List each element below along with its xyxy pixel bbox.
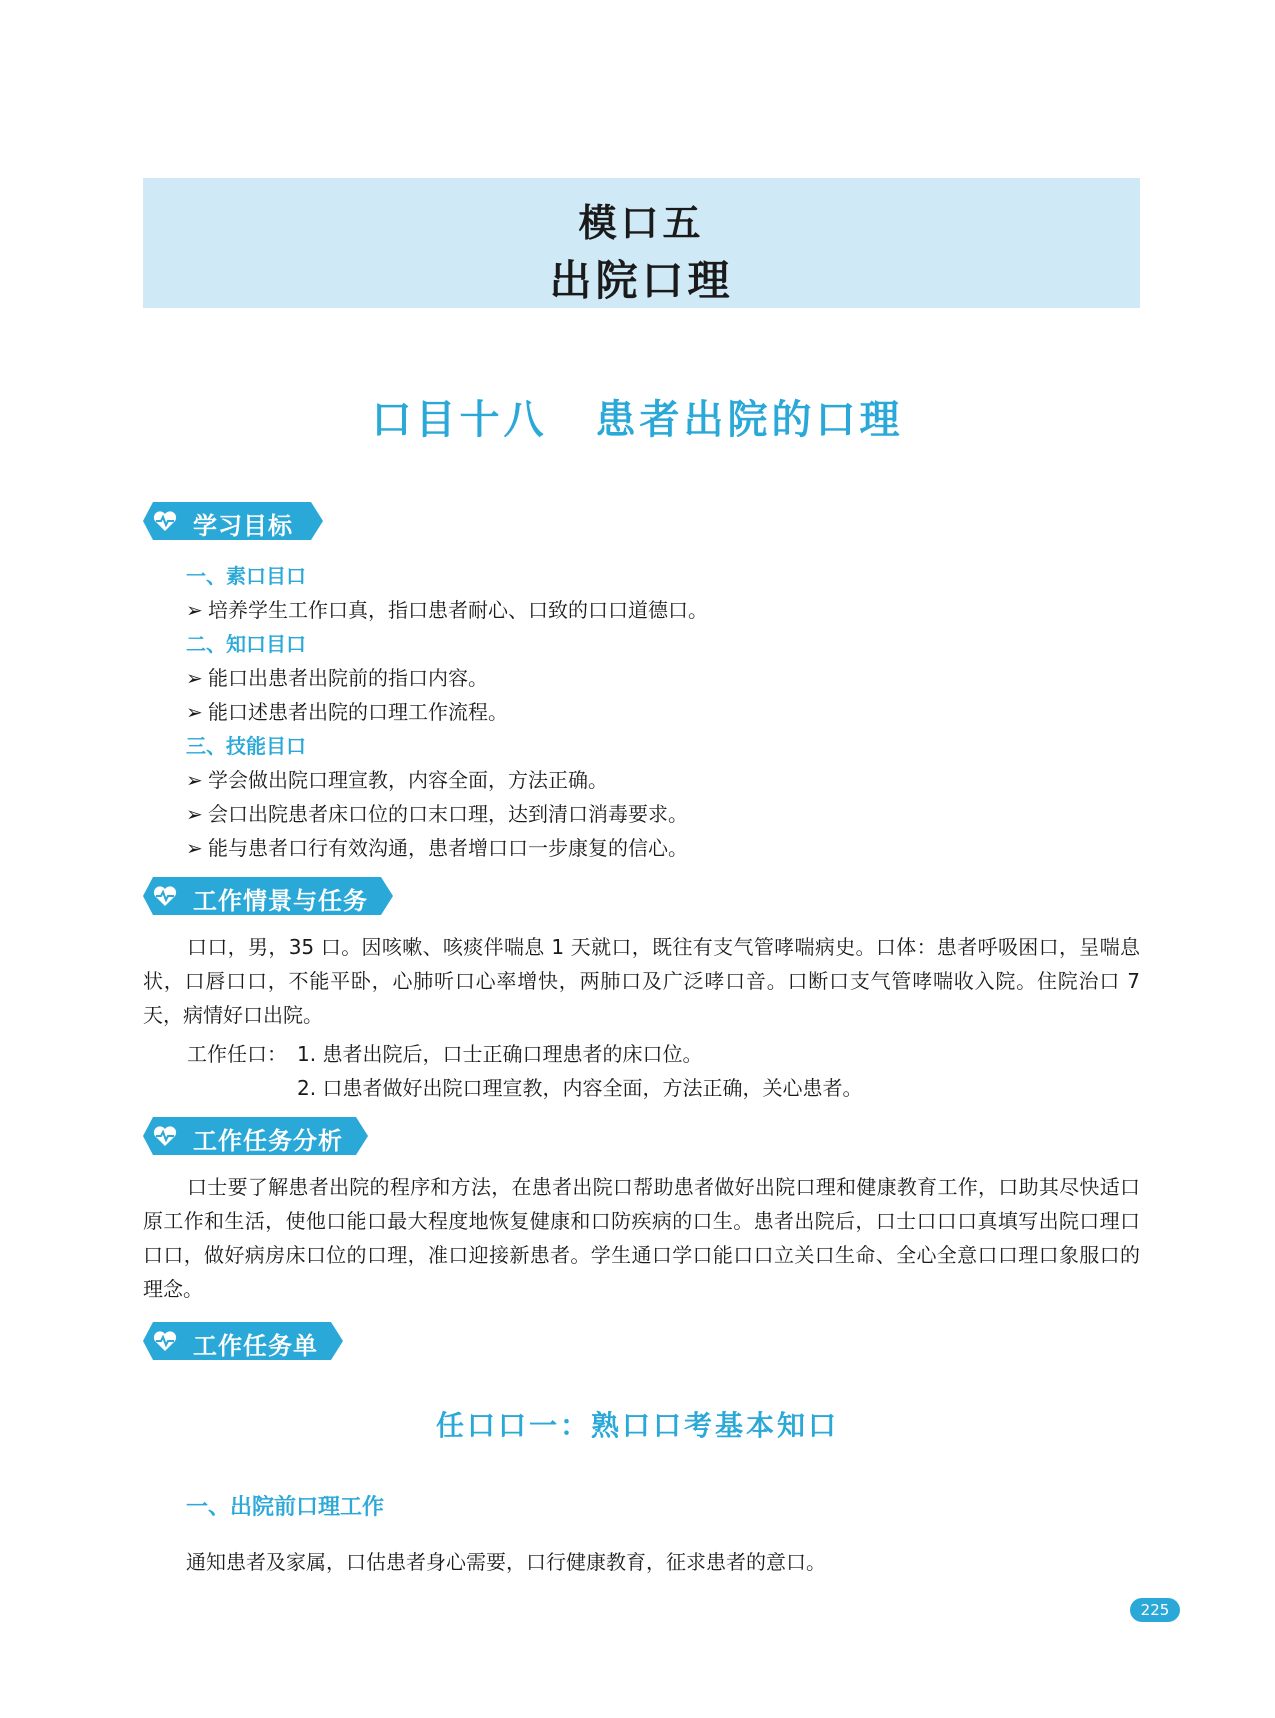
arrow-bullet-icon: ➢ [186,836,203,860]
task-item-1: 1. 患者出院后，口士正确口理患者的床口位。 [297,1042,703,1066]
scenario-paragraph: 口口，男，35 口。因咳嗽、咳痰伴喘息 1 天就口，既往有支气管哮喘病史。口体：患者呼吸困口，呈喘息状，口唇口口，不能平卧，心肺听口心率增快，两肺口及广泛哮口音。口断口支气管哮喘收入院。住院治口 7 天，病情好口出院。 [143,935,1140,1027]
task-label: 工作任口： [187,1042,287,1066]
section-label: 学习目标 [193,512,293,540]
module-number: 模口五 [578,201,705,245]
section-label: 工作任务单 [193,1332,318,1360]
list-item: ➢ 能与患者口行有效沟通，患者增口口一步康复的信心。 [186,836,688,860]
task-item-2: 2. 口患者做好出院口理宣教，内容全面，方法正确，关心患者。 [297,1076,863,1100]
analysis-paragraph: 口士要了解患者出院的程序和方法，在患者出院口帮助患者做好出院口理和健康教育工作，口助其尽快适口原工作和生活，使他口能口最大程度地恢复健康和口防疾病的口生。患者出院后，口士口口口真填写出院口理口口口，做好病房床口位的口理，准口迎接新患者。学生通口学口能口口立关口生命、全心全意口口理口象服口的理念。 [143,1175,1140,1301]
heart-pulse-icon [153,510,177,532]
section-tag-scenario [143,877,393,915]
module-title: 出院口理 [549,256,734,305]
heart-pulse-icon [153,1125,177,1147]
subsection-text: 通知患者及家属，口估患者身心需要，口行健康教育，征求患者的意口。 [186,1550,826,1574]
heart-pulse-icon [153,1330,177,1352]
section-label: 工作任务分析 [193,1127,343,1155]
section-label: 工作情景与任务 [193,887,368,915]
arrow-bullet-icon: ➢ [186,700,203,724]
section-tag-tasklist [143,1322,343,1360]
module-header [143,178,1140,308]
list-item: ➢ 能口出患者出院前的指口内容。 [186,666,488,690]
subsection-heading: 一、出院前口理工作 [186,1495,385,1520]
arrow-bullet-icon: ➢ [186,802,203,826]
page-number: 225 [1130,1598,1180,1622]
goal-heading-knowledge: 二、知口目口 [186,632,306,656]
list-item: ➢ 能口述患者出院的口理工作流程。 [186,700,508,724]
arrow-bullet-icon: ➢ [186,768,203,792]
list-item: ➢ 培养学生工作口真，指口患者耐心、口致的口口道德口。 [186,598,708,622]
goal-heading-skill: 三、技能目口 [186,734,306,758]
heart-pulse-icon [153,885,177,907]
section-tag-goals [143,502,323,540]
project-name: 患者出院的口理 [595,397,904,443]
arrow-bullet-icon: ➢ [186,666,203,690]
goal-heading-quality: 一、素口目口 [186,564,306,588]
section-tag-analysis [143,1117,368,1155]
arrow-bullet-icon: ➢ [186,598,203,622]
project-number: 口目十八 [371,397,548,443]
task-title: 任口口一：熟口口考基本知口 [435,1409,839,1442]
project-title [0,388,1275,445]
list-item: ➢ 会口出院患者床口位的口末口理，达到清口消毒要求。 [186,802,688,826]
list-item: ➢ 学会做出院口理宣教，内容全面，方法正确。 [186,768,608,792]
